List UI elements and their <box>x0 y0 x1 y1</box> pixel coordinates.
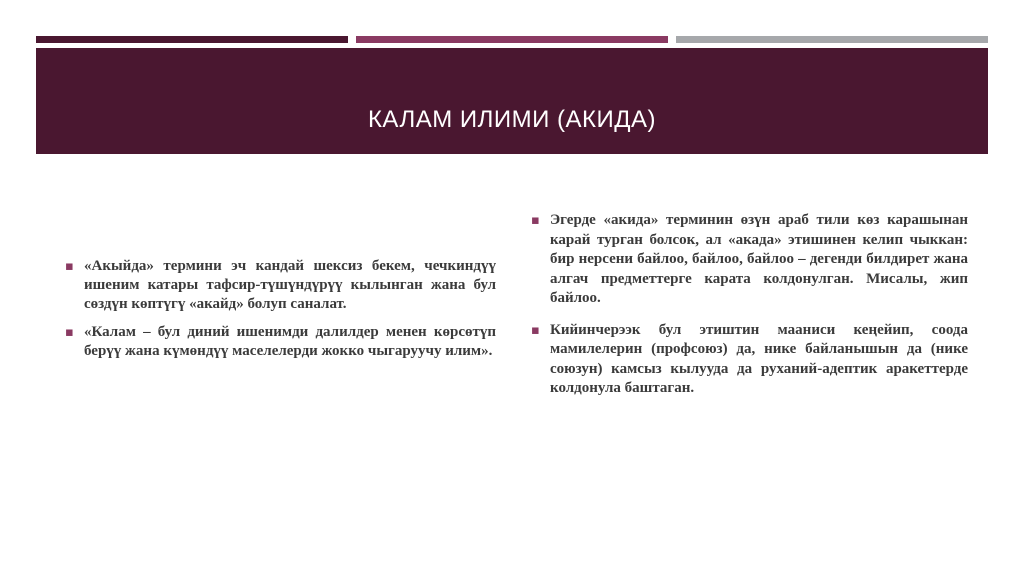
right-bullet-list <box>528 211 968 399</box>
list-item <box>62 323 496 361</box>
bullet-text: «Калам – бул диний ишенимди далилдер менен көрсөтүп берүү жана күмөндүү маселелерди жокко чыгаруучу илим». <box>84 324 496 359</box>
bullet-marker-icon: ▪ <box>65 325 74 340</box>
left-column <box>62 257 496 370</box>
bullet-marker-icon: ▪ <box>65 259 74 274</box>
bullet-marker-icon: ▪ <box>531 213 540 228</box>
bullet-text: Эгерде «акида» терминин өзүн араб тили көз карашынан карай турган болсок, ал «акада» этишинен келип чыккан: бир нерсени байлоо, байлоо, байлоо – дегенди билдирет жана алгач предметтерге карата колдонулган. Мисалы, жип байлоо. <box>550 212 968 306</box>
bullet-marker-icon: ▪ <box>531 322 540 338</box>
list-item <box>528 211 968 309</box>
left-bullet-list <box>62 257 496 361</box>
title-band <box>36 48 988 154</box>
right-column <box>528 211 968 411</box>
bullet-text: Кийинчерээк бул этиштин мааниси кеңейип, соода мамилелерин (профсоюз) да, нике байланышын да (нике союзун) камсыз кылууда да руханий-адептик аракеттерде колдонула баштаган. <box>550 321 968 396</box>
list-item <box>528 321 968 399</box>
header-stripe-dark <box>36 36 348 43</box>
header-stripe-accent <box>356 36 668 43</box>
bullet-text: «Акыйда» термини эч кандай шексиз бекем, чечкиндүү ишеним катары тафсир-түшүндүрүү кылынган жана бул сөздүн көптүгү «акайд» болуп саналат. <box>84 258 496 312</box>
slide-title: КАЛАМ ИЛИМИ (АКИДА) <box>367 106 657 133</box>
list-item <box>62 257 496 314</box>
header-stripe-gray <box>676 36 988 43</box>
